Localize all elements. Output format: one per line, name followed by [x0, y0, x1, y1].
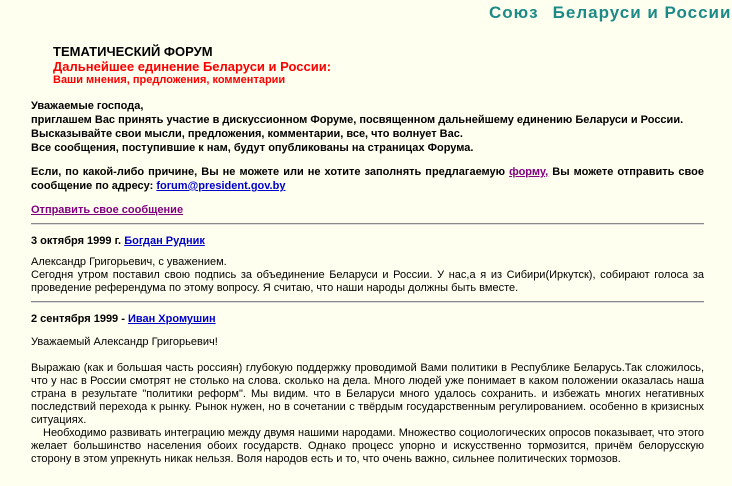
intro-line-3: Все сообщения, поступившие к нам, будут опубликованы на страницах Форума.	[31, 142, 474, 154]
post-line: Сегодня утром поставил свою подпись за объединение Беларуси и России. У нас,а я из Сибири(Иркутск), собирают голоса за проведение референдума по этому вопросу. Я считаю, что наши народы должны быть вместе.	[31, 269, 704, 294]
forum-header	[53, 44, 331, 87]
intro-p2-after: Вы можете отправить свое сообщение по адресу:	[31, 166, 704, 192]
page-title: ТЕМАТИЧЕСКИЙ ФОРУМ	[53, 44, 213, 59]
intro-text	[31, 99, 704, 193]
post-date: 3 октября 1999 г.	[31, 235, 122, 247]
post-header	[31, 234, 704, 248]
main-content	[31, 99, 704, 466]
post-header	[31, 312, 704, 326]
author-link[interactable]: Богдан Рудник	[124, 235, 205, 247]
send-message-row	[31, 203, 704, 217]
email-link[interactable]: forum@president.gov.by	[156, 180, 286, 192]
post-body	[31, 256, 704, 295]
divider	[31, 301, 704, 303]
forum-subtitle: Дальнейшее единение Беларуси и России:	[53, 59, 332, 74]
post-line: Александр Григорьевич, с уважением.	[31, 256, 227, 268]
form-link[interactable]: форму,	[509, 166, 549, 178]
banner-word-soyuz: Союз	[489, 3, 539, 22]
author-link[interactable]: Иван Хромушин	[127, 313, 216, 325]
forum-post	[31, 234, 704, 295]
intro-paragraph-2	[31, 165, 704, 193]
post-greeting: Уважаемый Александр Григорьевич!	[31, 336, 218, 348]
post-body	[31, 362, 704, 466]
post-date: 2 сентября 1999	[31, 313, 119, 325]
forum-post	[31, 312, 704, 466]
banner-word-countries: Беларуси и России	[552, 3, 732, 22]
intro-line-1: приглашем Вас принять участие в дискуссионном Форуме, посвященном дальнейшему единению Беларуси и России.	[31, 114, 684, 126]
send-message-link[interactable]: Отправить свое сообщение	[31, 204, 184, 216]
divider	[31, 223, 704, 225]
post-paragraph: Необходимо развивать интеграцию между двумя нашими народами. Множество социологических опросов показывает, что этого желает большинство населения обоих государств. Однако процесс упорно и искусственно тормозится, причём белорусскую сторону в этом упрекнуть никак нельзя. Воля народов есть и то, что очень важно, сильнее политических тормозов.	[31, 427, 704, 465]
site-banner	[489, 3, 731, 23]
post-separator: -	[118, 313, 128, 325]
intro-greeting: Уважаемые господа,	[31, 100, 144, 112]
post-paragraph: Выражаю (как и большая часть россиян) глубокую поддержку проводимой Вами политики в Республике Беларусь.Так сложилось, что у нас в России смотрят не столько на слова. сколько на дела. Много людей уже понимает в каком положении оказалась наша страна в результате "политики реформ". Мы видим. что в Беларуси много удалось сохранить. и избежать многих негативных последствий перехода к рынку. Рынок нужен, но в сочетании с твёрдым государственным регулированием. особенно в кризисных ситуациях.	[31, 362, 704, 426]
intro-p2-before: Если, по какой-либо причине, Вы не можете или не хотите заполнять предлагаемую	[31, 166, 510, 178]
forum-subtitle-2: Ваши мнения, предложения, комментарии	[53, 74, 286, 86]
intro-line-2: Высказывайте свои мысли, предложения, комментарии, все, что волнует Вас.	[31, 128, 463, 140]
